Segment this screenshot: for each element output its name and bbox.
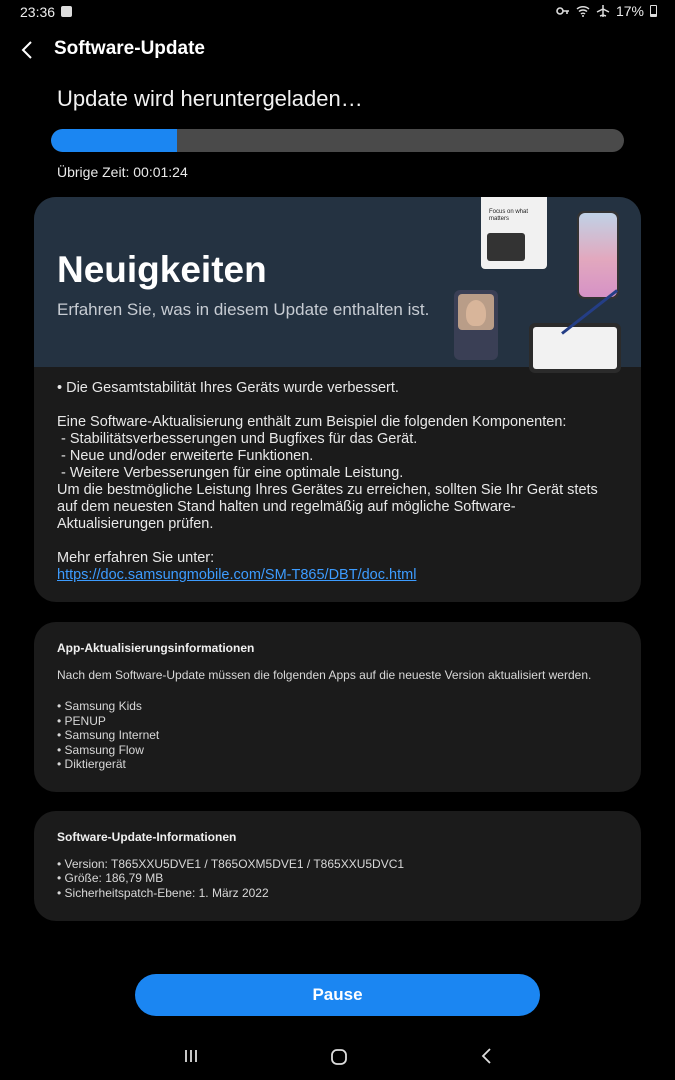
list-item: • PENUP (57, 713, 106, 728)
status-icons (556, 3, 657, 19)
app-updates-heading: App-Aktualisierungsinformationen (57, 641, 255, 655)
component-item: - Stabilitätsverbesserungen und Bugfixes für das Gerät. (57, 431, 418, 447)
flip-phone-illustration (454, 290, 498, 360)
whats-new-banner (34, 197, 641, 367)
battery-icon (650, 5, 657, 17)
whats-new-card (34, 197, 641, 602)
pause-button[interactable]: Pause (135, 974, 540, 1016)
keep-updated-note: Um die bestmögliche Leistung Ihres Gerätes zu erreichen, sollten Sie Ihr Gerät stets auf dem neuesten Stand halten und regelmäßig auf mögliche Software-Aktualisierungen prüfen. (57, 482, 598, 532)
stability-note: • Die Gesamtstabilität Ihres Geräts wurde verbessert. (57, 380, 399, 396)
download-status: Update wird heruntergeladen… (57, 86, 363, 111)
list-item: • Samsung Kids (57, 699, 142, 713)
illustration-caption: Focus on what matters (489, 209, 529, 222)
list-item: • Samsung Internet (57, 728, 160, 742)
components-intro: Eine Software-Aktualisierung enthält zum Beispiel die folgenden Komponenten: (57, 414, 567, 430)
size-info: • Größe: 186,79 MB (57, 871, 164, 885)
foldable-device-illustration (481, 197, 547, 269)
airplane-mode-icon (596, 5, 610, 17)
notification-icon (61, 6, 72, 17)
navigation-bar (0, 1036, 675, 1076)
battery-percent: 17% (615, 3, 644, 19)
version-info: • Version: T865XXU5DVE1 / T865OXM5DVE1 / T865XXU5DVC1 (57, 856, 405, 871)
back-arrow-icon[interactable] (14, 36, 42, 64)
update-info-heading: Software-Update-Informationen (57, 830, 237, 844)
list-item: • Diktiergerät (57, 757, 126, 771)
update-info-card (34, 811, 641, 921)
status-time: 23:36 (20, 4, 56, 20)
release-notes-link[interactable]: https://doc.samsungmobile.com/SM-T865/DBT/doc.html (57, 567, 417, 583)
wifi-icon (576, 5, 590, 17)
nav-back-icon[interactable] (478, 1047, 496, 1065)
download-progress-bar (51, 129, 624, 152)
whats-new-title: Neuigkeiten (57, 249, 267, 290)
whats-new-subtitle: Erfahren Sie, was in diesem Update enthalten ist. (57, 300, 430, 319)
phone-illustration (577, 211, 619, 299)
status-bar (0, 0, 675, 26)
recent-apps-icon[interactable] (183, 1049, 199, 1063)
app-bar (0, 28, 675, 74)
more-info-label: Mehr erfahren Sie unter: (57, 550, 215, 566)
vpn-key-icon (556, 5, 570, 17)
app-updates-description: Nach dem Software-Update müssen die folgenden Apps auf die neueste Version aktualisiert werden. (57, 667, 592, 682)
app-updates-card (34, 622, 641, 792)
tablet-illustration (529, 323, 621, 373)
security-patch-info: • Sicherheitspatch-Ebene: 1. März 2022 (57, 885, 269, 900)
list-item: • Samsung Flow (57, 742, 144, 757)
page-title: Software-Update (54, 38, 205, 59)
download-progress-fill (51, 129, 177, 152)
whats-new-body (34, 367, 641, 584)
component-item: - Neue und/oder erweiterte Funktionen. (57, 448, 314, 464)
remaining-time: Übrige Zeit: 00:01:24 (57, 164, 188, 180)
component-item: - Weitere Verbesserungen für eine optimale Leistung. (57, 465, 404, 481)
home-icon[interactable] (330, 1048, 348, 1066)
